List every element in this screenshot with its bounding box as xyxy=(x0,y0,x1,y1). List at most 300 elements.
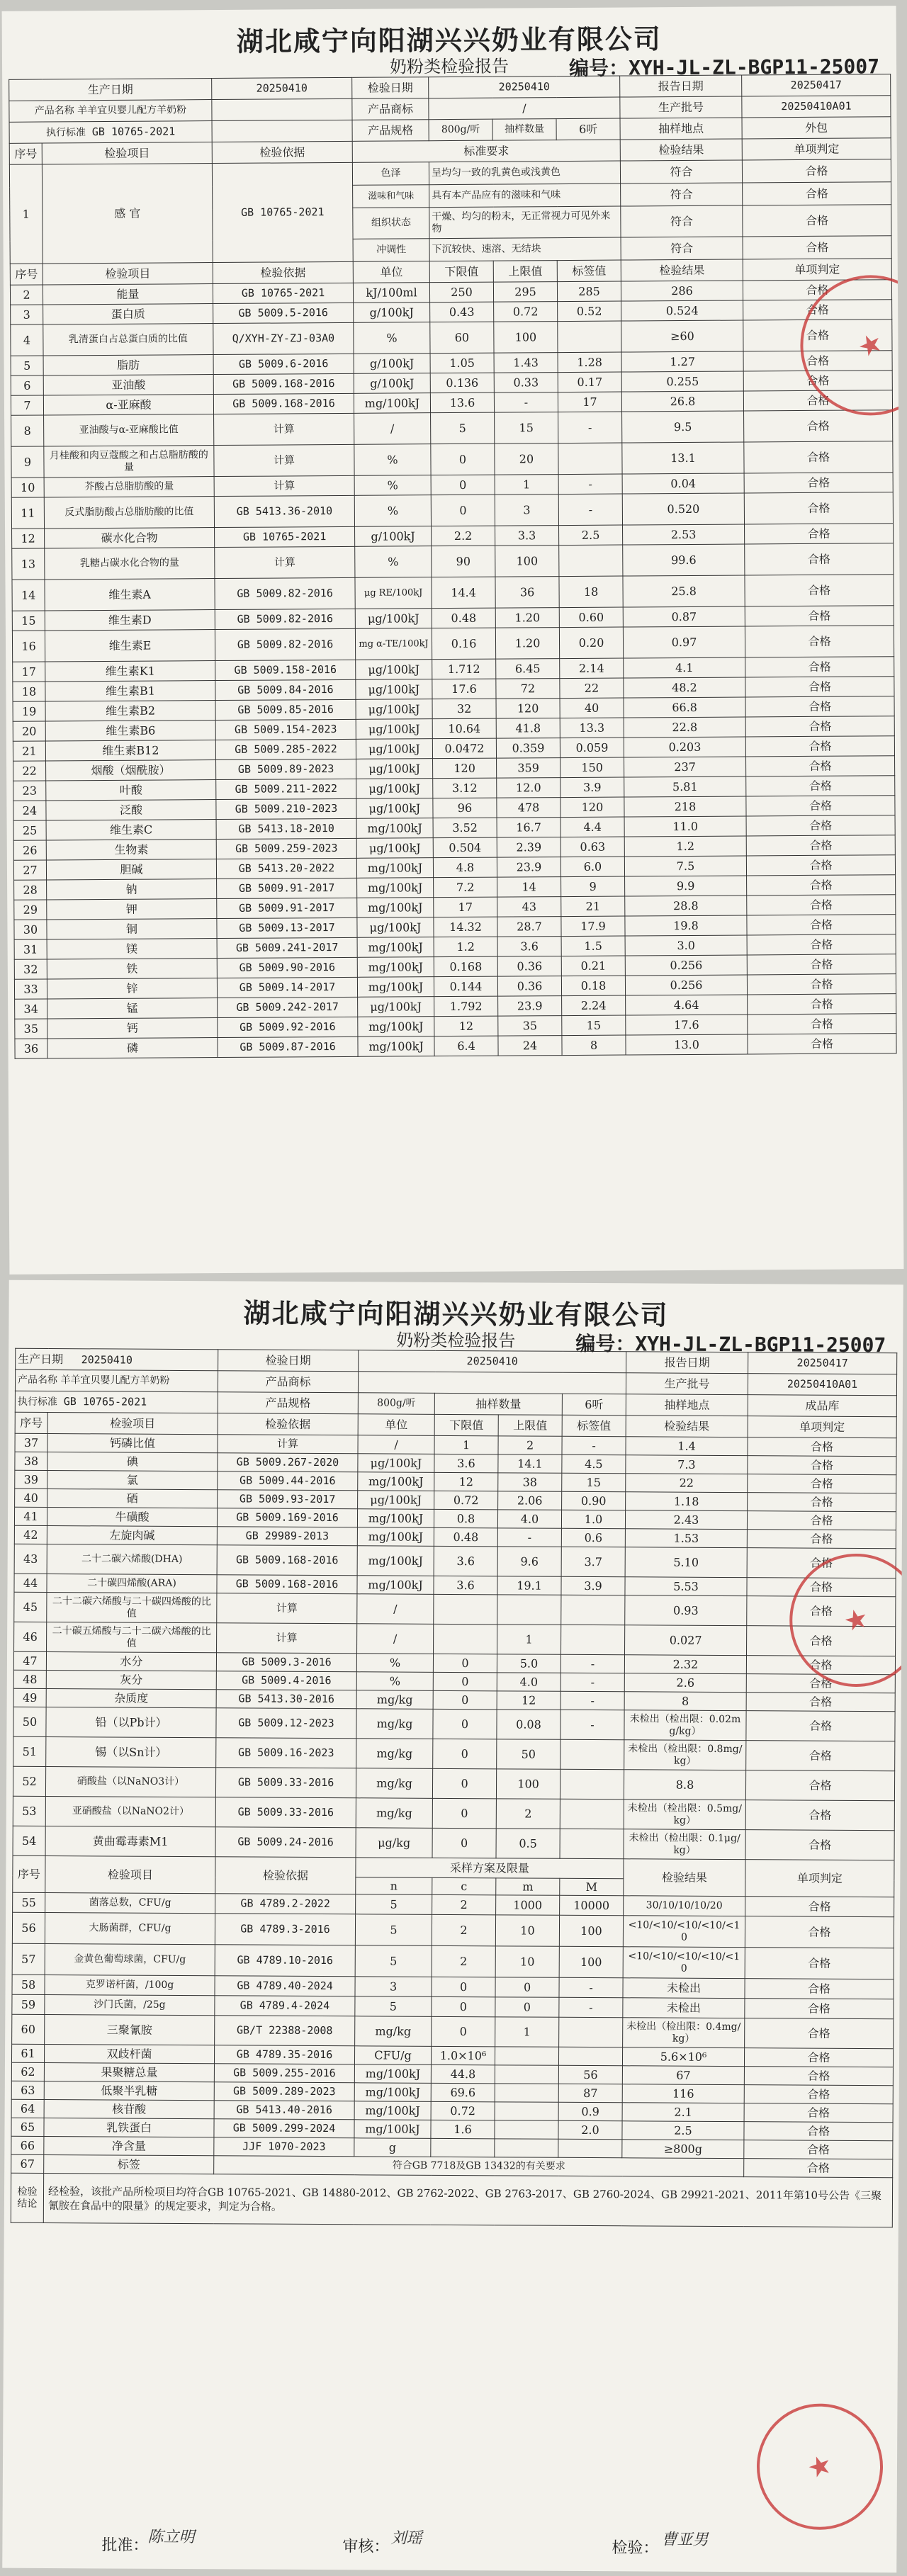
report-date-label: 报告日期 xyxy=(626,1352,748,1374)
unit-cell: mg/100kJ xyxy=(354,2064,431,2084)
seq-cell: 40 xyxy=(15,1488,47,1507)
basis-cell: 计算 xyxy=(217,1593,357,1624)
judge-cell: 合格 xyxy=(744,2048,893,2067)
c-cell: 0 xyxy=(432,1996,495,2016)
sensory-judge: 合格 xyxy=(743,236,891,259)
target-cell: - xyxy=(560,1654,624,1673)
result-cell: 0.027 xyxy=(625,1625,747,1656)
item-cell: 亚硝酸盐（以NaNO2计） xyxy=(45,1796,215,1826)
target-cell: 0.20 xyxy=(559,627,623,659)
unit-cell: mg/100kJ xyxy=(354,2120,431,2139)
low-cell: 0 xyxy=(432,1828,496,1858)
prod-date-label: 生产日期 xyxy=(9,79,212,101)
basis-cell: 计算 xyxy=(214,444,354,476)
col-high: 上限值 xyxy=(493,261,557,283)
seq-cell: 10 xyxy=(11,478,44,497)
low-cell: 17 xyxy=(434,897,497,917)
low-cell: 0.0472 xyxy=(432,738,496,759)
target-cell xyxy=(560,1799,624,1829)
item-cell: 标签 xyxy=(44,2154,214,2174)
item-cell: 铅（以Pb计） xyxy=(46,1707,216,1737)
sensory-key: 组织状态 xyxy=(353,208,429,239)
report-date-value: 20250417 xyxy=(742,74,891,96)
judge-cell: 合格 xyxy=(745,1979,894,1999)
standard-label-text: 执行标准 xyxy=(45,126,86,138)
unit-cell: μg/100kJ xyxy=(356,699,432,720)
basis-cell: GB 5009.33-2016 xyxy=(215,1797,356,1828)
seq-cell: 4 xyxy=(11,324,43,356)
basis-cell: GB 5009.82-2016 xyxy=(215,628,355,660)
brand-label: 产品商标 xyxy=(218,1371,358,1393)
target-cell: 0.90 xyxy=(562,1491,626,1510)
table-row xyxy=(12,1943,894,1979)
item-cell: 碘 xyxy=(47,1452,218,1471)
basis-cell: GB 5413.40-2016 xyxy=(214,2101,354,2120)
sensory-req: 呈均匀一致的乳黄色或浅黄色 xyxy=(429,161,620,185)
item-cell: 二十碳五烯酸与二十二碳六烯酸的比值 xyxy=(47,1622,217,1652)
target-cell: - xyxy=(562,1436,626,1454)
result-cell: 0.04 xyxy=(622,473,744,494)
target-cell: - xyxy=(560,1673,624,1691)
unit-cell: mg/100kJ xyxy=(358,1036,434,1057)
target-cell: 0.17 xyxy=(558,372,621,392)
col-sampling-plan: 采样方案及限量 xyxy=(356,1858,624,1879)
conclusion-label: 检验结论 xyxy=(11,2173,43,2222)
target-cell xyxy=(561,1625,625,1654)
seq-cell: 13 xyxy=(12,548,45,580)
unit-cell: / xyxy=(357,1594,434,1625)
judge-cell: 合格 xyxy=(744,2140,893,2159)
low-cell xyxy=(434,1624,497,1654)
seq-cell: 23 xyxy=(13,781,46,801)
target-cell: 0.059 xyxy=(560,738,624,758)
table-row xyxy=(12,1912,894,1948)
col-result: 检验结果 xyxy=(624,1859,745,1897)
basis-cell: GB 5009.91-2017 xyxy=(217,898,357,918)
high-cell: 1.20 xyxy=(495,628,559,660)
sample-qty-label: 抽样数量 xyxy=(492,119,556,141)
micro-header-row xyxy=(13,1855,894,1880)
low-cell: 7.2 xyxy=(434,877,497,898)
report-date-value: 20250417 xyxy=(748,1352,897,1374)
judge-cell: 合格 xyxy=(743,390,892,411)
basis-cell: GB 5009.6-2016 xyxy=(213,354,354,374)
unit-cell: % xyxy=(354,475,431,496)
col-result: 检验结果 xyxy=(626,1416,748,1437)
basis-cell: GB 5009.44-2016 xyxy=(218,1471,358,1491)
spec-label: 产品规格 xyxy=(218,1392,358,1414)
basis-cell: 计算 xyxy=(215,546,355,578)
target-cell: 4.4 xyxy=(560,817,624,837)
spec-label: 产品规格 xyxy=(352,120,429,142)
seq-cell: 33 xyxy=(14,979,47,999)
result-cell: 2.1 xyxy=(622,2103,744,2122)
high-cell: 41.8 xyxy=(496,718,560,739)
table-row xyxy=(13,1736,895,1771)
judge-cell: 合格 xyxy=(743,351,892,371)
judge-cell: 合格 xyxy=(747,1511,896,1530)
item-cell: 生物素 xyxy=(46,840,216,860)
sensory-req: 干燥、均匀的粉末，无正常视力可见外来物 xyxy=(429,206,621,239)
unit-cell: mg/100kJ xyxy=(356,858,433,879)
col-judge: 单项判定 xyxy=(742,138,891,160)
high-cell xyxy=(495,2047,558,2065)
unit-cell: mg/100kJ xyxy=(357,1546,434,1576)
unit-cell: μg/100kJ xyxy=(357,917,434,938)
low-cell: 14.32 xyxy=(434,917,497,937)
result-cell: 0.97 xyxy=(623,626,745,658)
high-cell: 50 xyxy=(497,1739,560,1769)
seq-cell: 9 xyxy=(11,446,44,478)
result-cell: 0.520 xyxy=(622,493,744,525)
judge-cell: 合格 xyxy=(746,1656,895,1675)
sensory-judge: 合格 xyxy=(742,159,891,183)
target-cell: - xyxy=(560,1710,624,1739)
unit-cell: μg/100kJ xyxy=(356,779,433,799)
item-cell: 杂质度 xyxy=(46,1688,216,1707)
approver-label: 批准： xyxy=(101,2536,149,2555)
high-cell: 12 xyxy=(497,1691,560,1710)
result-cell: <10/<10/<10/<10/<10 xyxy=(623,1947,745,1979)
target-cell: 15 xyxy=(562,1473,626,1491)
basis-cell: 计算 xyxy=(214,475,354,496)
report-header xyxy=(2,6,897,79)
col-c: c xyxy=(432,1877,496,1894)
target-cell: 0.21 xyxy=(561,956,625,976)
target-cell: 0.9 xyxy=(558,2102,622,2120)
seq-cell: 55 xyxy=(13,1892,45,1912)
sensory-result: 符合 xyxy=(621,183,743,206)
result-cell: 13.1 xyxy=(622,442,744,474)
item-cell: 二十二碳六烯酸与二十碳四烯酸的比值 xyxy=(47,1592,217,1622)
prod-date-value: 20250410 xyxy=(212,77,352,99)
unit-cell: μg/100kJ xyxy=(356,838,433,859)
unit-cell: μg/100kJ xyxy=(356,759,433,779)
low-cell: 0 xyxy=(433,1739,497,1768)
item-cell: 胆碱 xyxy=(46,859,216,880)
judge-cell: 合格 xyxy=(745,606,894,626)
col-result: 检验结果 xyxy=(620,139,742,161)
item-cell: 镁 xyxy=(47,939,217,959)
basis-cell: GB 5009.16-2023 xyxy=(216,1738,356,1768)
item-cell: 乳铁蛋白 xyxy=(44,2118,214,2137)
col-item: 检验项目 xyxy=(45,1855,215,1893)
unit-cell: mg/100kJ xyxy=(358,1017,434,1037)
unit-cell: mg/100kJ xyxy=(357,957,434,978)
judge-cell: 合格 xyxy=(745,575,894,606)
sensory-judge: 合格 xyxy=(743,182,891,205)
result-cell: 未检出（检出限：0.02mg/kg） xyxy=(624,1710,746,1741)
result-cell: 4.64 xyxy=(626,995,748,1015)
unit-cell: % xyxy=(356,1654,433,1673)
report-title: 奶粉类检验报告 xyxy=(389,56,509,77)
unit-cell: % xyxy=(356,1672,433,1691)
n-cell: 5 xyxy=(355,1996,432,2017)
low-cell: 0 xyxy=(431,495,495,526)
document-number: 编号：XYH-JL-ZL-BGP11-25007 xyxy=(575,1331,886,1357)
result-cell: 19.8 xyxy=(625,915,747,936)
result-cell: 未检出 xyxy=(623,1978,745,1999)
company-seal-stamp-bottom xyxy=(739,2386,901,2548)
item-cell: 大肠菌群，CFU/g xyxy=(45,1912,215,1944)
judge-cell: 合格 xyxy=(747,1626,896,1656)
judge-cell: 合格 xyxy=(743,300,892,320)
tester-label: 检验： xyxy=(612,2539,659,2558)
col-M: M xyxy=(560,1878,624,1895)
high-cell xyxy=(495,2084,558,2102)
sample-qty-value: 6听 xyxy=(562,1394,626,1415)
high-cell: 12.0 xyxy=(497,778,560,798)
unit-cell: g/100kJ xyxy=(355,526,432,547)
seq-cell: 14 xyxy=(12,580,45,611)
item-cell: 核苷酸 xyxy=(44,2099,214,2118)
seq-cell: 60 xyxy=(12,2014,45,2044)
judge-cell: 合格 xyxy=(745,524,894,544)
judge-cell: 合格 xyxy=(746,835,895,856)
judge-cell: 合格 xyxy=(745,677,894,697)
basis-cell: GB 4789.2-2022 xyxy=(215,1894,356,1914)
high-cell xyxy=(495,2065,558,2084)
basis-cell: GB 5009.89-2023 xyxy=(216,759,356,779)
basis-cell: GB 4789.35-2016 xyxy=(214,2045,354,2064)
result-cell: <10/<10/<10/<10/<10 xyxy=(623,1916,745,1948)
seq-cell: 49 xyxy=(13,1688,46,1707)
seq-cell: 25 xyxy=(13,820,46,840)
basis-cell: GB 5009.4-2016 xyxy=(216,1671,356,1690)
result-cell: 116 xyxy=(622,2084,744,2103)
unit-cell: mg/100kJ xyxy=(357,1509,434,1528)
col-n: n xyxy=(356,1877,432,1895)
result-cell: 25.8 xyxy=(623,575,745,607)
col-judge: 单项判定 xyxy=(748,1416,896,1438)
col-item: 检验项目 xyxy=(43,263,213,285)
result-cell: 9.5 xyxy=(622,411,744,443)
result-cell: 8 xyxy=(624,1692,746,1711)
batch-value: 20250410A01 xyxy=(748,1374,896,1396)
target-cell xyxy=(559,2017,623,2047)
judge-cell: 合格 xyxy=(746,815,895,836)
target-cell: 1.5 xyxy=(561,936,625,956)
low-cell: 10.64 xyxy=(432,718,496,739)
item-cell: 铁 xyxy=(47,959,217,979)
seq-cell: 44 xyxy=(14,1574,47,1592)
basis-cell: GB 5009.14-2017 xyxy=(217,977,357,998)
table-row xyxy=(11,410,893,447)
target-cell: 13.3 xyxy=(560,718,624,738)
result-cell: 30/10/10/10/20 xyxy=(624,1896,745,1916)
test-date-label: 检验日期 xyxy=(218,1350,359,1372)
judge-cell: 合格 xyxy=(744,2122,893,2141)
result-cell: 0.87 xyxy=(623,606,745,627)
low-cell: 1.6 xyxy=(431,2120,495,2138)
judge-cell: 合格 xyxy=(748,1437,896,1457)
item-cell: 黄曲霉毒素M1 xyxy=(45,1826,215,1856)
high-cell: 0.36 xyxy=(497,976,561,997)
seq-cell: 5 xyxy=(11,356,43,375)
result-cell: 218 xyxy=(624,796,746,817)
report-table xyxy=(9,74,896,1059)
result-cell: 2.5 xyxy=(622,2121,744,2140)
judge-cell: 合格 xyxy=(744,441,893,473)
c-cell: 0 xyxy=(432,1977,495,1996)
item-cell: 净含量 xyxy=(44,2136,214,2155)
M-cell: - xyxy=(559,1977,623,1997)
report-table xyxy=(11,1348,897,2228)
product-name-label-text: 产品名称 xyxy=(34,105,74,117)
low-cell: 0.8 xyxy=(434,1509,497,1527)
sensory-key: 滋味和气味 xyxy=(353,185,429,208)
result-cell: 未检出（检出限：0.1μg/kg） xyxy=(624,1829,745,1860)
high-cell: 2 xyxy=(498,1436,562,1454)
n-cell: 5 xyxy=(356,1894,432,1915)
high-cell: 14 xyxy=(497,877,561,898)
seq-cell: 37 xyxy=(15,1433,47,1452)
judge-cell: 合格 xyxy=(746,1674,895,1693)
standard-label xyxy=(9,121,212,144)
item-cell: 亚油酸 xyxy=(43,375,213,395)
product-name-value: 羊羊宜贝婴儿配方羊奶粉 xyxy=(60,1374,170,1386)
col-target: 标签值 xyxy=(562,1415,626,1436)
item-cell: 月桂酸和肉豆蔻酸之和占总脂肪酸的量 xyxy=(44,446,214,478)
result-cell: 1.18 xyxy=(626,1492,748,1511)
result-cell: 2.43 xyxy=(625,1510,747,1530)
sensory-judge: 合格 xyxy=(743,205,891,237)
unit-cell: μg/100kJ xyxy=(355,609,432,629)
sample-place-label: 抽样地点 xyxy=(626,1394,748,1416)
unit-cell: μg/100kJ xyxy=(358,997,434,1017)
basis-cell: GB 5009.267-2020 xyxy=(218,1453,358,1472)
basis-cell: GB 5009.169-2016 xyxy=(217,1508,357,1527)
high-cell: 0.359 xyxy=(496,738,560,759)
seq-cell: 32 xyxy=(14,959,47,979)
target-cell: 6.0 xyxy=(560,857,624,877)
test-date-value: 20250410 xyxy=(359,1350,626,1373)
table-row xyxy=(14,1544,896,1578)
judge-cell: 合格 xyxy=(745,1999,894,2019)
standard-value: GB 10765-2021 xyxy=(63,1394,147,1408)
basis-cell: GB 5009.91-2017 xyxy=(217,878,357,898)
m-cell: 0 xyxy=(495,1977,559,1997)
judge-cell: 合格 xyxy=(744,473,893,493)
low-cell: 0 xyxy=(432,1768,496,1798)
item-cell: 左旋肉碱 xyxy=(47,1525,217,1544)
high-cell: 1.20 xyxy=(495,608,559,628)
col-m: m xyxy=(496,1878,560,1895)
low-cell: 3.12 xyxy=(433,778,497,798)
result-cell: 0.256 xyxy=(625,955,747,976)
judge-cell: 合格 xyxy=(744,2085,893,2104)
seq-cell: 62 xyxy=(11,2062,44,2081)
high-cell xyxy=(495,2139,558,2157)
result-cell: 1.4 xyxy=(626,1437,748,1456)
seq-cell: 15 xyxy=(12,611,45,631)
basis-cell: GB 5009.92-2016 xyxy=(218,1017,358,1037)
result-cell: 237 xyxy=(624,757,746,777)
item-cell: 碳水化合物 xyxy=(45,528,215,548)
high-cell xyxy=(495,2120,558,2139)
sample-place-value: 外包 xyxy=(742,117,891,139)
result-cell: 2.32 xyxy=(624,1655,746,1674)
high-cell: 28.7 xyxy=(497,917,561,937)
judge-cell: 合格 xyxy=(748,1034,896,1054)
sample-place-value: 成品库 xyxy=(748,1395,896,1417)
item-cell: 二十二碳六烯酸(DHA) xyxy=(47,1544,217,1574)
judge-cell: 合格 xyxy=(745,657,894,677)
unit-cell: / xyxy=(358,1435,434,1454)
unit-cell: μg/100kJ xyxy=(356,660,432,680)
judge-cell: 合格 xyxy=(747,875,896,896)
basis-cell: GB 5009.211-2022 xyxy=(216,779,356,799)
target-cell xyxy=(558,2139,622,2157)
unit-cell: mg/kg xyxy=(355,2016,432,2047)
unit-cell: mg/100kJ xyxy=(354,393,430,414)
high-cell: 4.0 xyxy=(497,1673,560,1691)
unit-cell: mg/100kJ xyxy=(358,1472,434,1491)
high-cell: 478 xyxy=(497,798,560,818)
seq-cell: 64 xyxy=(11,2099,44,2118)
result-cell: 1.2 xyxy=(624,836,746,857)
seq-cell: 45 xyxy=(14,1592,47,1622)
target-cell: 3.7 xyxy=(561,1547,625,1576)
target-cell xyxy=(561,1595,625,1625)
target-cell: 21 xyxy=(561,896,625,917)
table-row xyxy=(14,1622,896,1656)
product-name-value: 羊羊宜贝婴儿配方羊奶粉 xyxy=(77,104,187,117)
sensory-seq: 1 xyxy=(9,164,43,264)
seq-cell: 56 xyxy=(12,1912,45,1943)
high-cell: 19.1 xyxy=(497,1576,561,1595)
unit-cell: mg/100kJ xyxy=(357,898,434,918)
basis-cell: GB 5413.18-2010 xyxy=(216,818,356,839)
col-result: 检验结果 xyxy=(621,259,743,281)
basis-cell: GB 5009.24-2016 xyxy=(215,1827,356,1858)
seq-cell: 46 xyxy=(14,1622,47,1651)
judge-cell: 合格 xyxy=(743,371,892,391)
batch-label: 生产批号 xyxy=(626,1373,748,1395)
m-cell: 10 xyxy=(495,1915,559,1946)
seq-cell: 35 xyxy=(15,1019,47,1039)
table-row xyxy=(13,1766,894,1801)
sensory-result: 符合 xyxy=(621,237,743,260)
basis-cell: GB 5009.168-2016 xyxy=(213,393,354,414)
target-cell: 2.24 xyxy=(562,995,626,1016)
low-cell: 0.504 xyxy=(433,837,497,858)
basis-cell: GB 5009.12-2023 xyxy=(216,1708,356,1739)
judge-cell: 合格 xyxy=(748,1474,896,1493)
target-cell: 56 xyxy=(558,2065,622,2084)
basis-cell: GB 5009.158-2016 xyxy=(215,660,356,680)
seq-cell: 48 xyxy=(13,1670,46,1688)
low-cell: 1 xyxy=(434,1435,498,1454)
sensory-basis: GB 10765-2021 xyxy=(212,162,353,262)
judge-cell: 合格 xyxy=(744,492,893,524)
document-number: 编号：XYH-JL-ZL-BGP11-25007 xyxy=(568,55,880,80)
unit-cell: mg/100kJ xyxy=(357,1527,434,1547)
basis-cell: GB 5009.241-2017 xyxy=(217,937,357,958)
target-cell: 0.63 xyxy=(560,837,624,857)
high-cell: 15 xyxy=(495,412,558,444)
seq-cell: 54 xyxy=(13,1826,45,1855)
seq-cell: 21 xyxy=(13,741,45,761)
report-header xyxy=(9,1280,903,1357)
unit-cell: g/100kJ xyxy=(354,373,430,394)
basis-cell: 计算 xyxy=(218,1435,358,1454)
unit-cell: mg/kg xyxy=(356,1768,432,1799)
seq-cell: 6 xyxy=(11,375,43,395)
seq-cell: 50 xyxy=(13,1707,46,1736)
target-cell xyxy=(558,443,622,475)
basis-cell: GB 5009.82-2016 xyxy=(215,577,355,609)
